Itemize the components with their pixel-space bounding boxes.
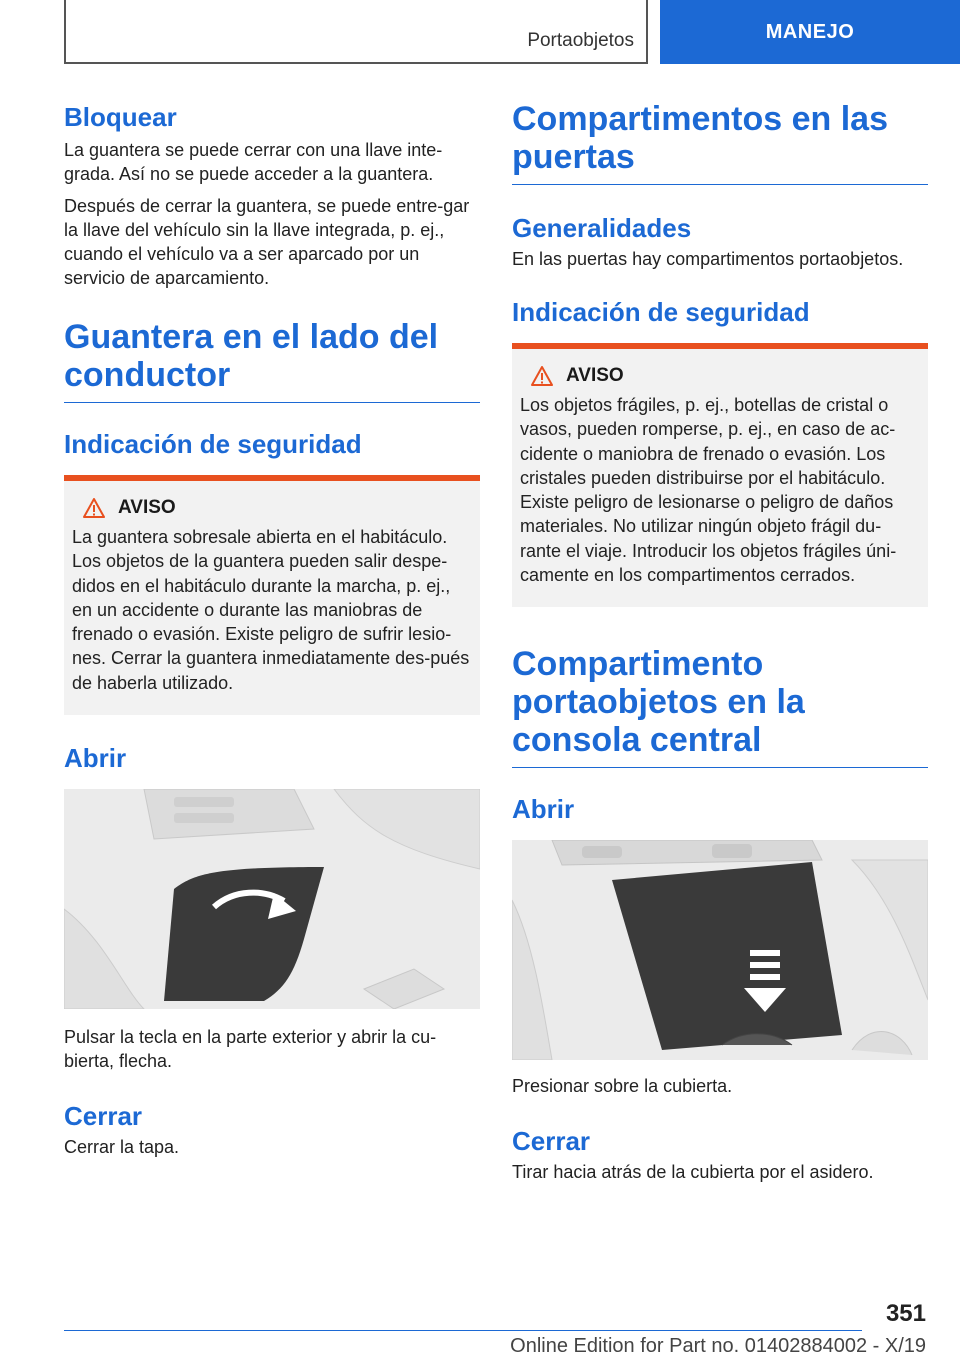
glovebox-driver-image xyxy=(64,789,480,1009)
header-box xyxy=(64,0,648,64)
left-column xyxy=(64,100,480,1159)
heading-cerrar-left: Cerrar xyxy=(64,1101,143,1132)
warning-box-left xyxy=(64,475,480,715)
cerrar-text-right: Tirar hacia atrás de la cubierta por el asidero. xyxy=(512,1162,874,1183)
warning-title-left xyxy=(72,497,472,519)
heading-generalidades: Generalidades xyxy=(512,213,692,243)
warning-text-right: Los objetos frágiles, p. ej., botellas de cristal o vasos, pueden romperse, p. ej., en caso de ac-cidente o maniobra de frenado o evasión. Los cristales pueden distribuirse por el habitáculo. Existe peligro de lesionarse o peligro de daños materiales. No utilizar ningún objeto frágil du-rante el viaje. Introducir los objetos frágiles úni-camente en los compartimentos cerrados. xyxy=(520,395,897,586)
page-number: 351 xyxy=(885,1300,926,1327)
bloquear-paragraph-1: La guantera se puede cerrar con una llave inte-grada. Así no se puede acceder a la guantera. xyxy=(64,140,443,184)
footer-divider xyxy=(64,1330,862,1331)
header-tab-label: MANEJO xyxy=(765,20,855,43)
heading-safety-left: Indicación de seguridad xyxy=(64,429,362,459)
generalidades-text: En las puertas hay compartimentos portaobjetos. xyxy=(512,249,904,269)
heading-compartimentos-puertas: Compartimentos en las puertas xyxy=(512,100,928,185)
heading-bloquear: Bloquear xyxy=(64,102,177,132)
warning-box-right xyxy=(512,343,928,607)
header-tab-manejo[interactable] xyxy=(660,0,960,64)
heading-guantera-conductor: Guantera en el lado del conductor xyxy=(64,318,480,403)
warning-label-left: AVISO xyxy=(118,497,176,518)
glovebox-illustration xyxy=(64,789,480,1009)
heading-cerrar-right: Cerrar xyxy=(512,1126,591,1157)
abrir-text-right: Presionar sobre la cubierta. xyxy=(512,1076,733,1097)
warning-text-left: La guantera sobresale abierta en el habitáculo. Los objetos de la guantera pueden salir despe-didos en el habitáculo durante la marcha, p. ej., en un accidente o durante las maniobras de frenado o evasión. Existe peligro de sufrir lesio-nes. Cerrar la guantera inmediatamente des-pués de haberla utilizado. xyxy=(72,527,470,693)
cerrar-text-left: Cerrar la tapa. xyxy=(64,1137,180,1158)
footer-edition-text: Online Edition for Part no. 01402884002 - X/19 xyxy=(510,1335,926,1357)
warning-triangle-icon xyxy=(82,497,106,519)
warning-triangle-icon xyxy=(530,365,554,387)
heading-abrir-right: Abrir xyxy=(512,794,575,825)
header-section-title: Portaobjetos xyxy=(527,30,634,51)
heading-safety-right: Indicación de seguridad xyxy=(512,297,810,327)
heading-consola-central: Compartimento portaobjetos en la consola central xyxy=(512,645,928,768)
warning-label-right: AVISO xyxy=(566,365,624,386)
console-compartment-image xyxy=(512,840,928,1060)
abrir-text-left: Pulsar la tecla en la parte exterior y abrir la cu-bierta, flecha. xyxy=(64,1027,437,1072)
right-column xyxy=(512,100,928,1184)
console-illustration xyxy=(512,840,928,1060)
warning-title-right xyxy=(520,365,920,387)
heading-abrir-left: Abrir xyxy=(64,743,127,774)
bloquear-paragraph-2: Después de cerrar la guantera, se puede entre-gar la llave del vehículo sin la llave integrada, p. ej., cuando el vehículo va a ser aparcado por un servicio de aparcamiento. xyxy=(64,196,470,288)
